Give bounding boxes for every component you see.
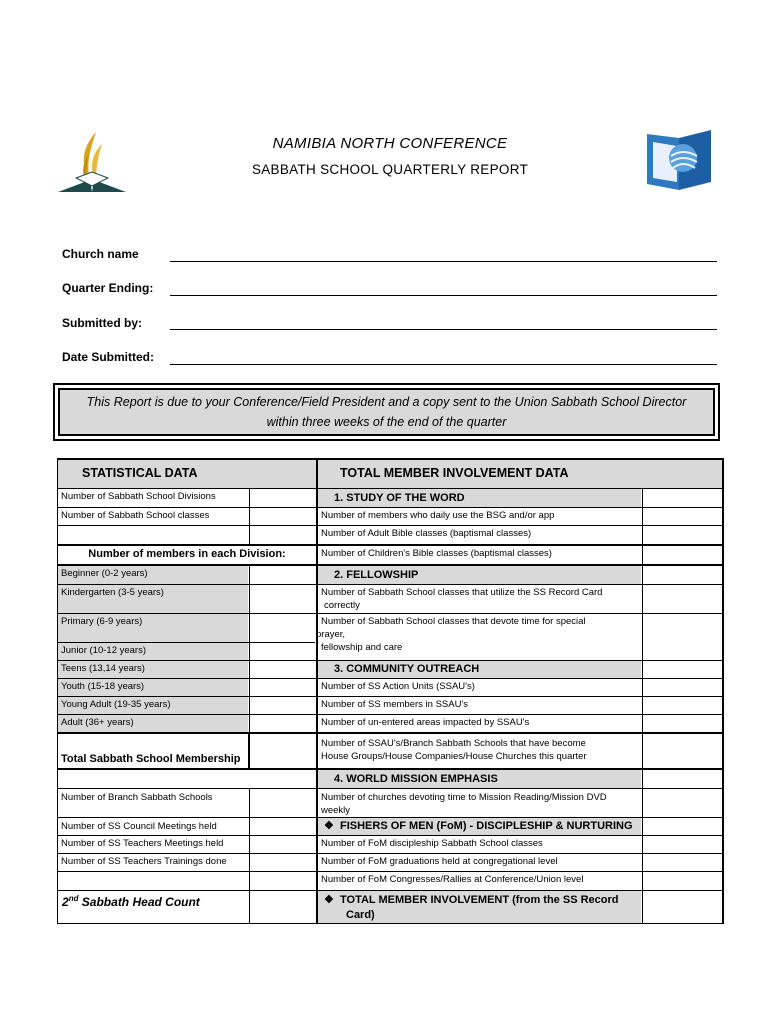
church-name-label: Church name xyxy=(62,247,139,261)
mission-reading-value[interactable] xyxy=(643,789,722,817)
divisions-value[interactable] xyxy=(250,489,315,507)
tmi-title-line-2: Card) xyxy=(346,909,375,921)
divisions-label: Number of Sabbath School Divisions xyxy=(61,491,216,502)
young-adult-value[interactable] xyxy=(250,697,315,714)
house-churches-line-2: House Groups/House Companies/House Churches this quarter xyxy=(321,751,587,762)
special-prayer-value[interactable] xyxy=(643,614,722,660)
members-per-division-label: Number of members in each Division: xyxy=(88,548,286,560)
youth-label: Youth (15-18 years) xyxy=(58,679,248,696)
special-prayer-line-1: Number of Sabbath School classes that devote time for special xyxy=(321,616,586,627)
submitted-by-field[interactable] xyxy=(170,329,717,330)
teachers-meetings-value[interactable] xyxy=(250,836,315,853)
unentered-areas-value[interactable] xyxy=(643,715,722,732)
head-count-rest: Sabbath Head Count xyxy=(78,895,200,909)
section-world-mission: 4. WORLD MISSION EMPHASIS xyxy=(318,770,641,788)
ssau-count-value[interactable] xyxy=(643,679,722,696)
young-adult-label: Young Adult (19-35 years) xyxy=(58,697,248,714)
fom-congresses-label: Number of FoM Congresses/Rallies at Conference/Union level xyxy=(321,874,584,885)
special-prayer-label xyxy=(315,615,641,659)
teens-label: Teens (13,14 years) xyxy=(58,661,248,678)
kindergarten-label: Kindergarten (3-5 years) xyxy=(58,585,248,613)
junior-label: Junior (10-12 years) xyxy=(58,643,248,660)
teachers-trainings-label: Number of SS Teachers Trainings done xyxy=(61,856,227,867)
section-fellowship: 2. FELLOWSHIP xyxy=(318,566,641,584)
house-churches-label xyxy=(318,737,641,767)
record-card-value[interactable] xyxy=(643,585,722,613)
section-total-member-involvement xyxy=(318,891,641,923)
submitted-by-label: Submitted by: xyxy=(62,316,142,330)
tmi-title-line-1: TOTAL MEMBER INVOLVEMENT (from the SS Record xyxy=(340,894,619,906)
special-prayer-line-2: prayer, xyxy=(316,629,346,640)
classes-value[interactable] xyxy=(250,508,315,526)
ssau-count-label: Number of SS Action Units (SSAU's) xyxy=(321,681,475,692)
notice-line-1: This Report is due to your Conference/Field President and a copy sent to the Union Sabbath School Director xyxy=(86,395,687,409)
children-bible-classes-value[interactable] xyxy=(643,546,722,564)
mission-reading-line-1: Number of churches devoting time to Mission Reading/Mission DVD xyxy=(321,792,607,803)
teachers-trainings-value[interactable] xyxy=(250,854,315,871)
special-prayer-line-3: fellowship and care xyxy=(321,642,403,653)
blank-value-2[interactable] xyxy=(250,770,315,788)
ssau-members-label: Number of SS members in SSAU's xyxy=(321,699,468,710)
head-count-num: 2 xyxy=(62,895,69,909)
fom-graduations-label: Number of FoM graduations held at congregational level xyxy=(321,856,558,867)
teens-value[interactable] xyxy=(250,661,315,678)
notice-line-2: within three weeks of the end of the quarter xyxy=(266,415,507,429)
unentered-areas-label: Number of un-entered areas impacted by SSAU's xyxy=(321,717,530,728)
fom-classes-value[interactable] xyxy=(643,836,722,853)
kindergarten-value[interactable] xyxy=(250,585,315,613)
beginner-label: Beginner (0-2 years) xyxy=(58,566,248,584)
branch-schools-value[interactable] xyxy=(250,789,315,817)
beginner-value[interactable] xyxy=(250,566,315,584)
junior-value[interactable] xyxy=(250,643,315,660)
youth-value[interactable] xyxy=(250,679,315,696)
church-name-field[interactable] xyxy=(170,261,717,262)
section-community-outreach: 3. COMMUNITY OUTREACH xyxy=(318,661,641,678)
fom-congresses-value[interactable] xyxy=(643,872,722,890)
record-card-label xyxy=(318,586,641,613)
record-card-line-1: Number of Sabbath School classes that utilize the SS Record Card xyxy=(321,587,603,598)
fom-graduations-value[interactable] xyxy=(643,854,722,871)
notice-text xyxy=(58,388,715,436)
report-title: SABBATH SCHOOL QUARTERLY REPORT xyxy=(251,162,529,177)
bullet-icon: ❖ xyxy=(324,894,334,906)
council-meetings-value[interactable] xyxy=(250,818,315,835)
mission-reading-label xyxy=(318,791,641,817)
ssau-members-value[interactable] xyxy=(643,697,722,714)
branch-schools-label: Number of Branch Sabbath Schools xyxy=(61,792,213,803)
blank-value-3[interactable] xyxy=(250,872,315,890)
date-submitted-label: Date Submitted: xyxy=(62,350,155,364)
head-count-label xyxy=(58,891,248,921)
blank-value-1[interactable] xyxy=(250,526,315,544)
house-churches-line-1: Number of SSAU's/Branch Sabbath Schools that have become xyxy=(321,738,586,749)
section-study-of-the-word: 1. STUDY OF THE WORD xyxy=(318,489,641,507)
adult-bible-classes-label: Number of Adult Bible classes (baptismal classes) xyxy=(321,528,532,539)
bsg-users-value[interactable] xyxy=(643,508,722,526)
quarter-ending-field[interactable] xyxy=(170,295,717,296)
notice-box xyxy=(53,383,720,441)
head-count-value[interactable] xyxy=(250,891,315,923)
section-fishers-of-men xyxy=(318,818,641,835)
house-churches-value[interactable] xyxy=(643,733,722,768)
total-member-involvement-value[interactable] xyxy=(643,891,722,923)
adult-value[interactable] xyxy=(250,715,315,732)
sabbath-school-logo xyxy=(643,128,715,192)
bsg-users-label: Number of members who daily use the BSG and/or app xyxy=(321,510,555,521)
head-count-sup: nd xyxy=(68,894,79,903)
date-submitted-field[interactable] xyxy=(170,364,717,365)
mission-reading-line-2: weekly xyxy=(321,805,351,816)
bullet-icon: ❖ xyxy=(324,820,334,832)
primary-label: Primary (6-9 years) xyxy=(58,614,248,642)
adult-label: Adult (36+ years) xyxy=(58,715,248,732)
council-meetings-label: Number of SS Council Meetings held xyxy=(61,821,217,832)
total-membership-label: Total Sabbath School Membership xyxy=(61,753,241,765)
teachers-meetings-label: Number of SS Teachers Meetings held xyxy=(61,838,224,849)
fom-classes-label: Number of FoM discipleship Sabbath School classes xyxy=(321,838,543,849)
classes-label: Number of Sabbath School classes xyxy=(61,510,210,521)
adult-bible-classes-value[interactable] xyxy=(643,526,722,544)
record-card-line-2: correctly xyxy=(324,600,360,611)
total-membership-value[interactable] xyxy=(250,735,315,768)
statistical-data-header: STATISTICAL DATA xyxy=(58,459,316,488)
member-involvement-header: TOTAL MEMBER INVOLVEMENT DATA xyxy=(318,459,722,488)
fishers-of-men-title: FISHERS OF MEN (FoM) - DISCIPLESHIP & NURTURING xyxy=(340,820,633,832)
conference-title: NAMIBIA NORTH CONFERENCE xyxy=(272,135,508,152)
sda-church-logo xyxy=(56,128,128,196)
primary-value[interactable] xyxy=(250,614,315,642)
quarter-ending-label: Quarter Ending: xyxy=(62,281,154,295)
children-bible-classes-label: Number of Children's Bible classes (baptismal classes) xyxy=(321,548,552,559)
